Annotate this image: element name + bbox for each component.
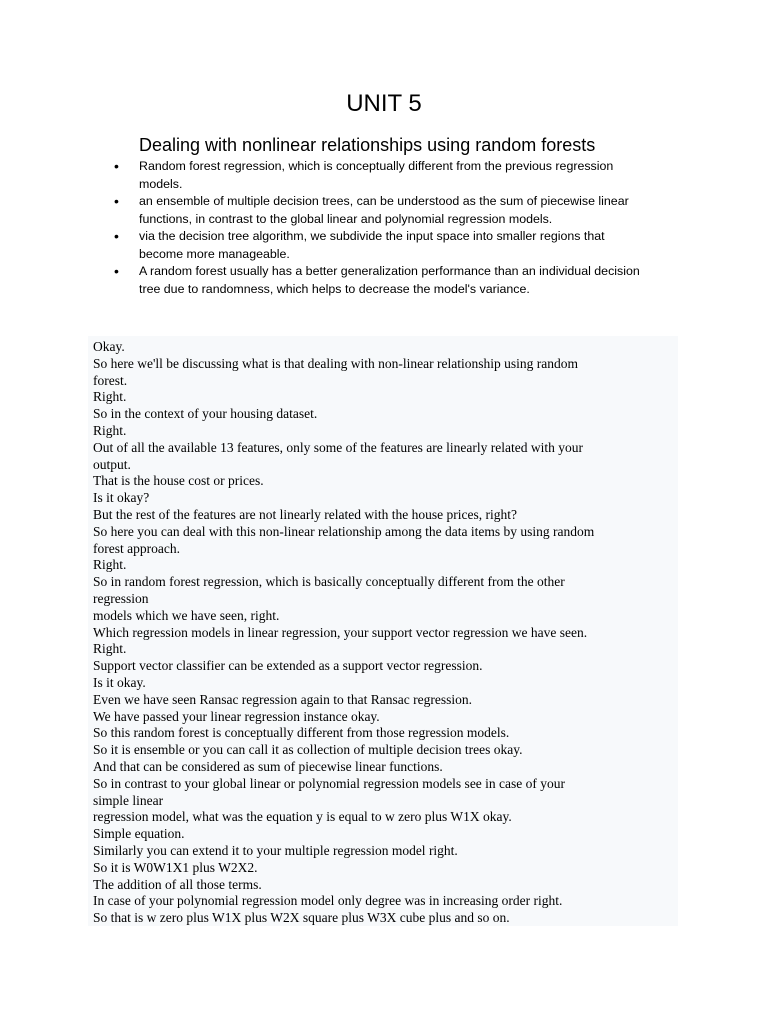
bullet-text-line: become more manageable. — [139, 246, 290, 261]
transcript-line: Right. — [93, 422, 127, 438]
transcript-line: Right. — [93, 389, 127, 405]
transcript-line: Out of all the available 13 features, only some of the features are linearly related with your — [93, 439, 583, 455]
bullet-item — [110, 158, 670, 193]
transcript-line: Is it okay. — [93, 674, 146, 690]
transcript-line: regression model, what was the equation y is equal to w zero plus W1X okay. — [93, 809, 512, 825]
transcript-line: The addition of all those terms. — [93, 876, 262, 892]
transcript-line: regression — [93, 590, 149, 606]
transcript-line: Which regression models in linear regression, your support vector regression we have seen. — [93, 624, 588, 640]
bullet-text-line: • A random forest usually has a better generalization performance than an individual decision — [139, 264, 640, 278]
transcript-line: So in the context of your housing dataset. — [93, 406, 318, 422]
transcript-line: So here you can deal with this non-linear relationship among the data items by using random — [93, 523, 595, 539]
bullet-text-line: • via the decision tree algorithm, we subdivide the input space into smaller regions that — [139, 229, 605, 243]
transcript-line: But the rest of the features are not linearly related with the house prices, right? — [93, 506, 517, 522]
transcript-line: That is the house cost or prices. — [93, 473, 264, 489]
transcript-line: So that is w zero plus W1X plus W2X square plus W3X cube plus and so on. — [93, 910, 510, 926]
bullet-text-line: models. — [139, 176, 183, 191]
transcript-line: And that can be considered as sum of piecewise linear functions. — [93, 758, 443, 774]
bullet-text-line: • Random forest regression, which is conceptually different from the previous regression — [139, 159, 614, 173]
transcript-block — [88, 336, 678, 926]
section-heading: Dealing with nonlinear relationships using random forests — [139, 135, 596, 155]
transcript-line: We have passed your linear regression instance okay. — [93, 708, 380, 724]
transcript-line: forest approach. — [93, 540, 180, 556]
bullet-item — [110, 193, 670, 228]
transcript-line: Support vector classifier can be extended as a support vector regression. — [93, 658, 483, 674]
transcript-line: So in contrast to your global linear or polynomial regression models see in case of your — [93, 775, 566, 791]
bullet-item — [110, 263, 670, 298]
transcript-line: Is it okay? — [93, 490, 150, 506]
transcript-line: Even we have seen Ransac regression again to that Ransac regression. — [93, 691, 472, 707]
bullet-text-line: • an ensemble of multiple decision trees, can be understood as the sum of piecewise linear — [139, 194, 629, 208]
transcript-line: So this random forest is conceptually different from those regression models. — [93, 725, 510, 741]
transcript-line: Similarly you can extend it to your multiple regression model right. — [93, 842, 458, 858]
unit-title: UNIT 5 — [346, 90, 422, 117]
transcript-line: So it is ensemble or you can call it as collection of multiple decision trees okay. — [93, 742, 523, 758]
bullet-text-line: functions, in contrast to the global linear and polynomial regression models. — [139, 211, 553, 226]
transcript-line: So in random forest regression, which is basically conceptually different from the other — [93, 574, 565, 590]
transcript-line: Okay. — [93, 339, 125, 354]
transcript-line: Simple equation. — [93, 826, 185, 842]
transcript-line: output. — [93, 456, 131, 472]
transcript-line: forest. — [93, 372, 128, 388]
transcript-line: Right. — [93, 641, 127, 657]
transcript-line: So it is W0W1X1 plus W2X2. — [93, 859, 258, 875]
transcript-line: Right. — [93, 557, 127, 573]
transcript-line: In case of your polynomial regression model only degree was in increasing order right. — [93, 893, 563, 909]
transcript-line: simple linear — [93, 792, 164, 808]
bullet-item — [110, 228, 670, 263]
bullet-text-line: tree due to randomness, which helps to decrease the model's variance. — [139, 281, 530, 296]
bullet-list — [110, 158, 670, 298]
transcript-line: models which we have seen, right. — [93, 607, 280, 623]
transcript-line: So here we'll be discussing what is that dealing with non-linear relationship using random — [93, 355, 578, 371]
